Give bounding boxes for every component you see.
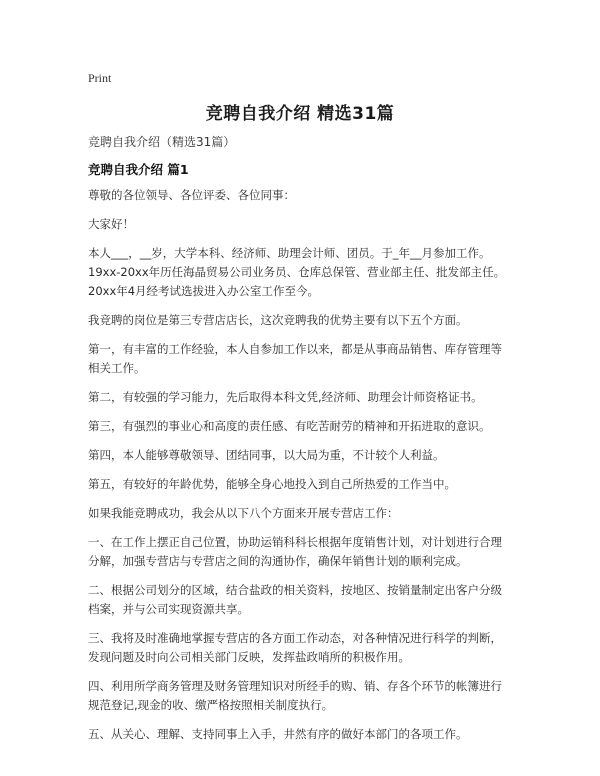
paragraph-line: 本人___，__岁，大学本科、经济师、助理会计师、团员。于_年__月参加工作。 [88, 246, 491, 260]
paragraph [88, 340, 520, 378]
paragraph-line: 分解，加强专营店与专营店之间的沟通协作，确保年销售计划的顺利完成。 [88, 554, 468, 568]
section-heading: 竞聘自我介绍 篇1 [88, 162, 189, 177]
paragraph-line: 19xx-20xx年历任海晶贸易公司业务员、仓库总保管、营业部主任、批发部主任。 [88, 265, 506, 279]
paragraph [88, 629, 520, 667]
paragraph-line: 大家好！ [88, 217, 134, 231]
paragraph [88, 533, 520, 571]
document-title: 竞聘自我介绍 精选31篇 [205, 104, 395, 124]
paragraph-line: 第二，有较强的学习能力，先后取得本科文凭,经济师、助理会计师资格证书。 [88, 390, 483, 404]
paragraph [88, 388, 520, 407]
paragraph [88, 417, 520, 436]
paragraph-line: 20xx年4月经考试选拔进入办公室工作至今。 [88, 284, 320, 298]
print-link[interactable]: Print [88, 71, 112, 85]
paragraph-line: 档案，并与公司实现资源共享。 [88, 602, 249, 616]
paragraph-line: 发现问题及时向公司相关部门反映，发挥盐政哨所的积极作用。 [88, 650, 410, 664]
paragraph [88, 244, 520, 301]
paragraph-line: 第一，有丰富的工作经验，本人自参加工作以来，都是从事商品销售、库存管理等 [88, 342, 502, 356]
paragraph [88, 677, 520, 715]
paragraph-line: 一、在工作上摆正自己位置，协助运销科科长根据年度销售计划，对计划进行合理 [88, 535, 502, 549]
paragraph-line: 第五，有较好的年龄优势，能够全身心地投入到自己所热爱的工作当中。 [88, 477, 456, 491]
paragraph-line: 我竞聘的岗位是第三专营店店长，这次竞聘我的优势主要有以下五个方面。 [88, 313, 468, 327]
paragraph-line: 四、利用所学商务管理及财务管理知识对所经手的购、销、存各个环节的帐簿进行 [88, 679, 502, 693]
paragraph-line: 二、根据公司划分的区域，结合盐政的相关资料，按地区、按销量制定出客户分级 [88, 583, 502, 597]
paragraph-line: 五、从关心、理解、支持同事上入手，井然有序的做好本部门的各项工作。 [88, 727, 468, 741]
paragraph-line: 规范登记,现金的收、缴严格按照相关制度执行。 [88, 698, 334, 712]
paragraph-line: 三、我将及时准确地掌握专营店的各方面工作动态，对各种情况进行科学的判断， [88, 631, 502, 645]
paragraph-line: 尊敬的各位领导、各位评委、各位同事： [88, 188, 295, 202]
document-body [88, 186, 520, 754]
paragraph [88, 311, 520, 330]
paragraph [88, 186, 520, 205]
document-subtitle: 竞聘自我介绍（精选31篇） [88, 135, 236, 149]
paragraph-line: 如果我能竞聘成功，我会从以下八个方面来开展专营店工作： [88, 506, 399, 520]
paragraph [88, 725, 520, 744]
paragraph-line: 第四，本人能够尊敬领导、团结同事，以大局为重，不计较个人利益。 [88, 448, 445, 462]
paragraph-line: 相关工作。 [88, 361, 146, 375]
paragraph [88, 446, 520, 465]
paragraph [88, 475, 520, 494]
paragraph [88, 504, 520, 523]
paragraph [88, 581, 520, 619]
paragraph [88, 215, 520, 234]
paragraph-line: 第三，有强烈的事业心和高度的责任感、有吃苦耐劳的精神和开拓进取的意识。 [88, 419, 491, 433]
